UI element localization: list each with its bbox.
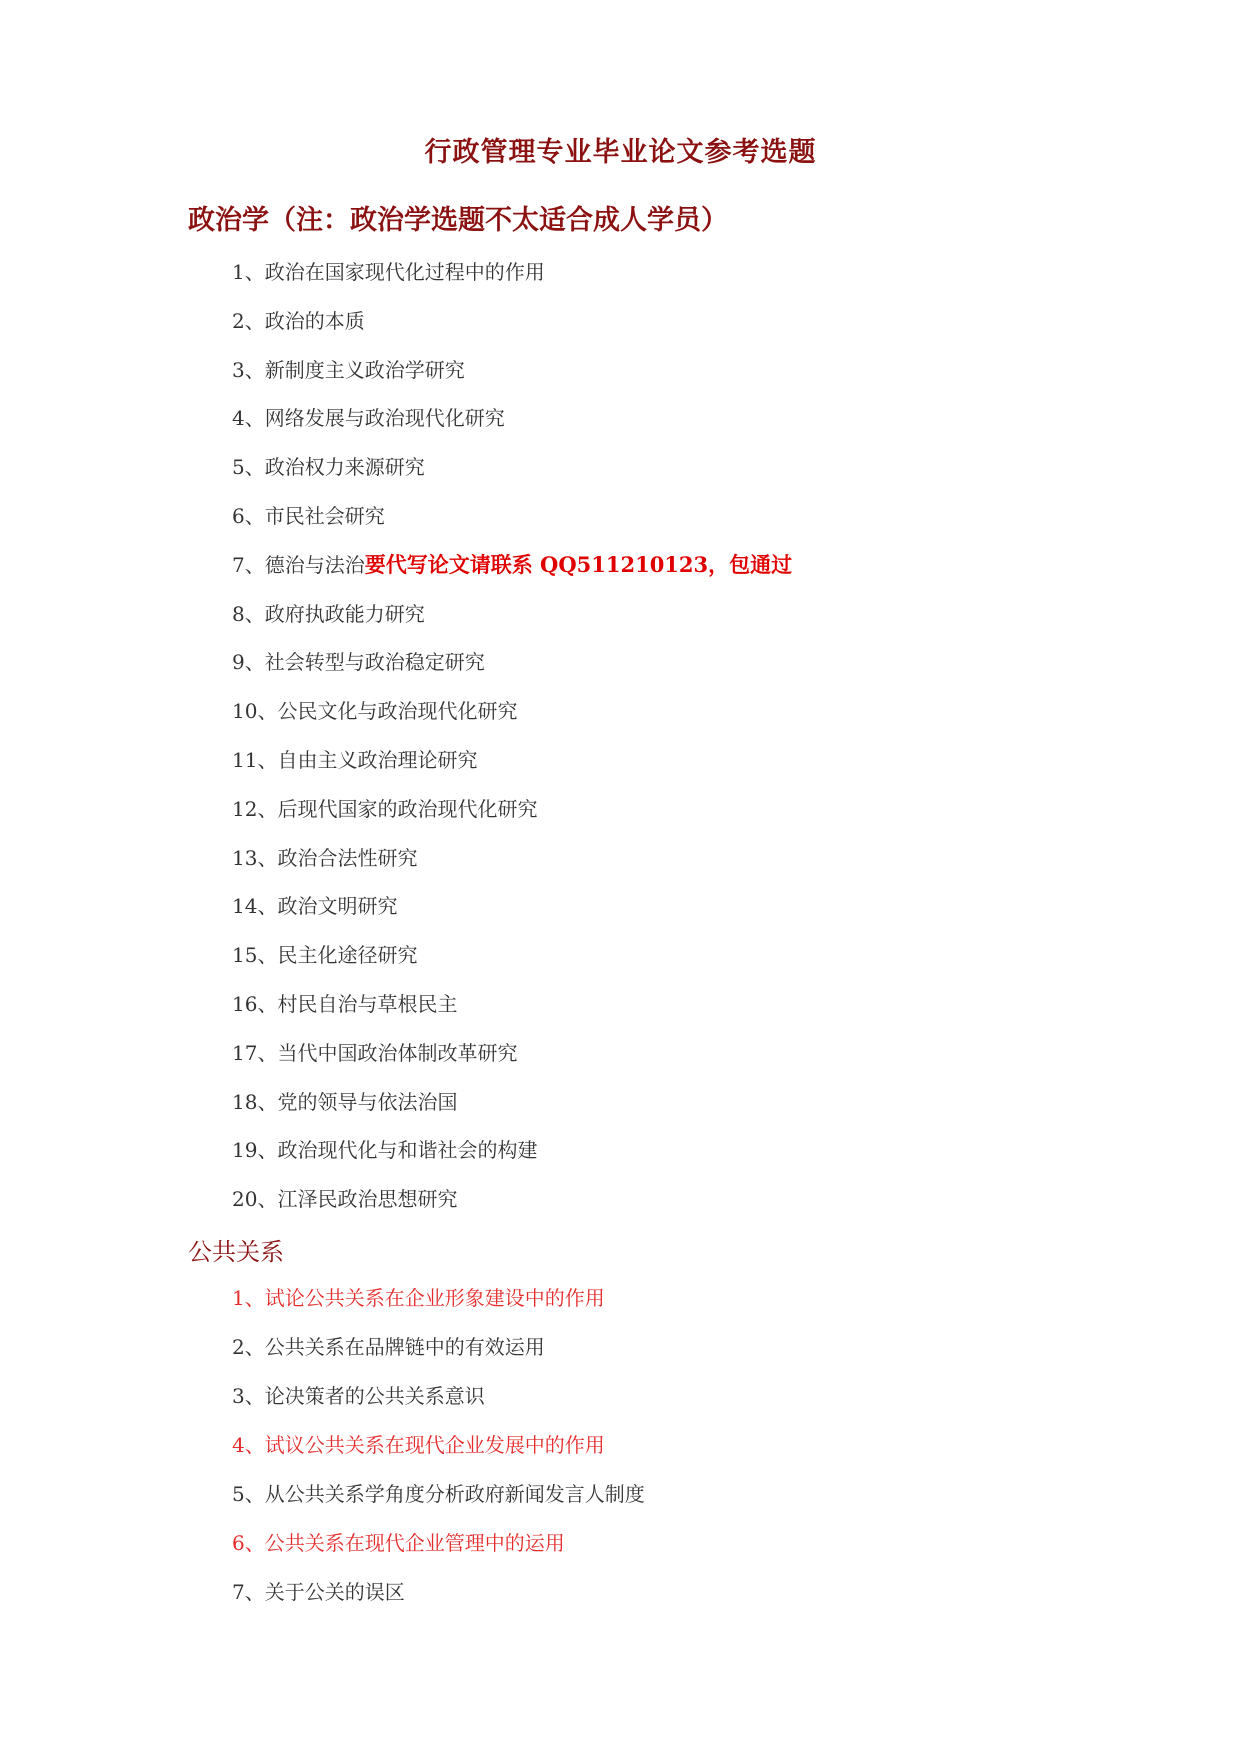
list-item-text: 政治文明研究 [277,894,398,919]
list-item-text: 自由主义政治理论研究 [277,747,478,772]
list-item [232,882,792,931]
list-item-text: 村民自治与草根民主 [277,991,458,1016]
list-item-number: 11、 [232,747,278,772]
list-item [232,1519,645,1568]
list-item-number: 14、 [232,894,278,919]
list-item-number: 4、 [232,406,265,431]
list-item-text: 论决策者的公共关系意识 [264,1384,485,1408]
list-item-number: 5、 [232,1482,265,1506]
list-item [232,1470,645,1519]
list-item-text: 市民社会研究 [264,503,385,528]
list-item-text: 试论公共关系在企业形象建设中的作用 [264,1286,605,1310]
list-item-text: 政治现代化与和谐社会的构建 [277,1138,538,1163]
list-item [232,248,792,297]
list-item [232,1126,792,1175]
list-item-text: 社会转型与政治稳定研究 [264,650,485,675]
list-item-number: 7、 [232,552,265,577]
list-item-text: 网络发展与政治现代化研究 [264,406,505,431]
list-item-text: 民主化途径研究 [277,943,418,968]
list-item-text: 从公共关系学角度分析政府新闻发言人制度 [264,1482,645,1506]
list-item [232,590,792,639]
promo-text: 要代写论文请联系 QQ511210123，包通过 [364,551,793,577]
list-item [232,492,792,541]
list-item [232,1175,792,1224]
list-item [232,346,792,395]
document-title: 行政管理专业毕业论文参考选题 [424,137,817,168]
list-item [232,1421,645,1470]
list-item-number: 3、 [232,1384,265,1408]
list-item-number: 20、 [232,1187,278,1212]
list-item-number: 15、 [232,943,278,968]
list-item-number: 12、 [232,796,278,821]
list-item-text: 后现代国家的政治现代化研究 [277,796,538,821]
list-item-text: 试议公共关系在现代企业发展中的作用 [264,1433,605,1457]
list-item-text: 政治在国家现代化过程中的作用 [264,260,545,284]
list-item-number: 18、 [232,1089,278,1114]
list-item-text: 政治权力来源研究 [264,455,425,480]
list-item-text: 党的领导与依法治国 [277,1089,458,1114]
list-item [232,1568,645,1617]
list-item [232,1323,645,1372]
list-item [232,736,792,785]
list-item [232,687,792,736]
list-item-number: 19、 [232,1138,278,1163]
list-item [232,931,792,980]
list-item-text: 关于公关的误区 [264,1580,405,1604]
list-item-text: 政治合法性研究 [277,845,418,870]
list-item [232,443,792,492]
list-item-text: 公民文化与政治现代化研究 [277,699,518,724]
list-item-text: 新制度主义政治学研究 [264,357,465,382]
list-item [232,834,792,883]
topic-list-public-relations [232,1274,645,1617]
list-item-number: 3、 [232,357,265,382]
list-item [232,1078,792,1127]
list-item [232,541,792,590]
list-item-text: 公共关系在现代企业管理中的运用 [264,1531,565,1555]
list-item-number: 1、 [232,260,265,284]
topic-list-politics [232,248,792,1224]
list-item-number: 2、 [232,308,265,333]
list-item-number: 2、 [232,1335,265,1359]
list-item [232,1029,792,1078]
list-item-text: 当代中国政治体制改革研究 [277,1040,518,1065]
list-item-number: 9、 [232,650,265,675]
section-heading-politics: 政治学（注：政治学选题不太适合成人学员） [188,205,728,236]
list-item-number: 16、 [232,991,278,1016]
list-item-text: 江泽民政治思想研究 [277,1187,458,1212]
section-heading-public-relations: 公共关系 [188,1238,284,1266]
list-item [232,980,792,1029]
list-item-number: 6、 [232,503,265,528]
list-item-text: 政治的本质 [264,308,365,333]
list-item-number: 1、 [232,1286,265,1310]
list-item-number: 6、 [232,1531,265,1555]
list-item [232,1274,645,1323]
list-item-text: 德治与法治 [264,552,365,577]
list-item-number: 5、 [232,455,265,480]
list-item [232,394,792,443]
list-item-text: 政府执政能力研究 [264,601,425,626]
list-item-number: 4、 [232,1433,265,1457]
list-item-number: 7、 [232,1580,265,1604]
list-item-number: 17、 [232,1040,278,1065]
list-item-number: 8、 [232,601,265,626]
list-item [232,1372,645,1421]
list-item-number: 10、 [232,699,278,724]
list-item [232,297,792,346]
list-item [232,638,792,687]
list-item [232,785,792,834]
list-item-text: 公共关系在品牌链中的有效运用 [264,1335,545,1359]
list-item-number: 13、 [232,845,278,870]
